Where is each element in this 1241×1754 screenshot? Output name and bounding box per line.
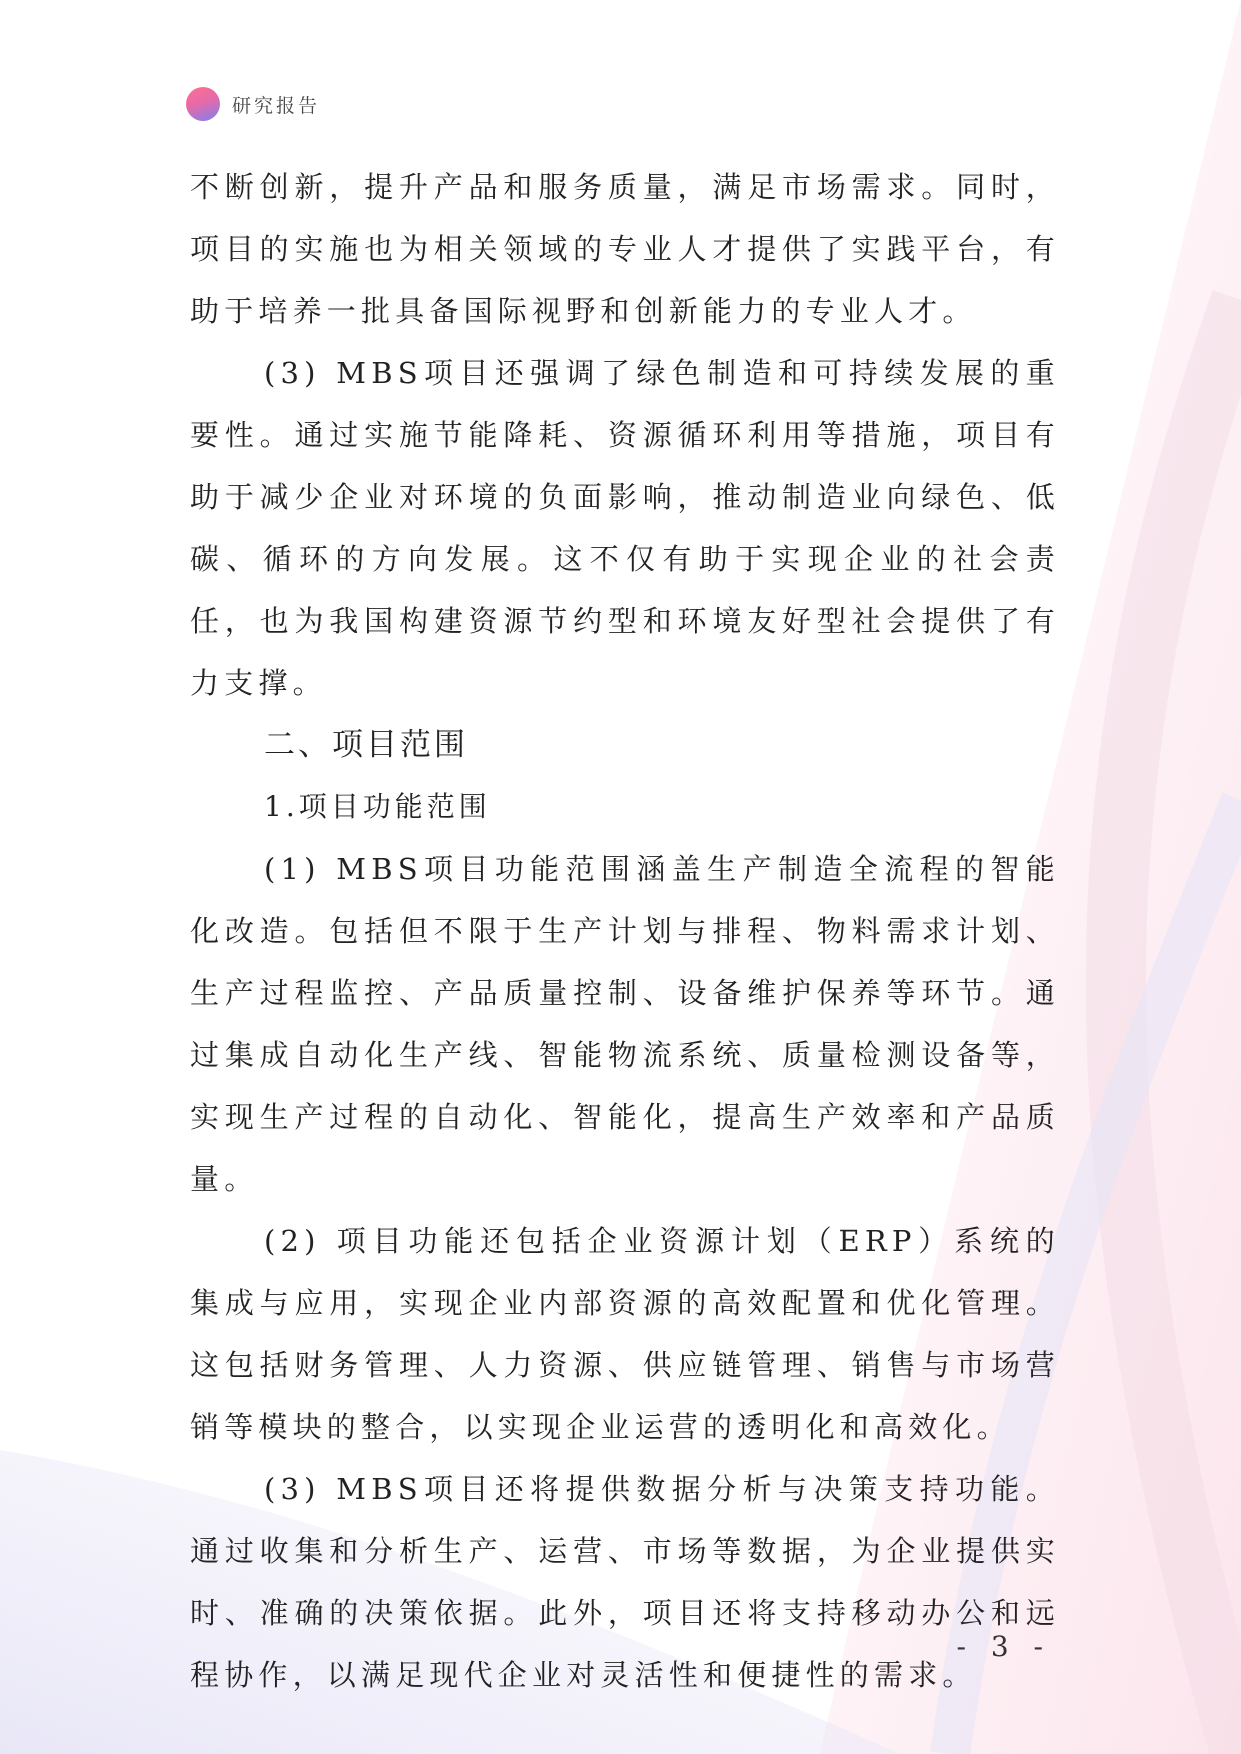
section-heading: 二、项目范围 (264, 727, 468, 763)
body-paragraph: (1) MBS项目功能范围涵盖生产制造全流程的智能化改造。包括但不限于生产计划与排程、物料需求计划、生产过程监控、产品质量控制、设备维护保养等环节。通过集成自动化生产线、智能物流系统、质量检测设备等，实现生产过程的自动化、智能化，提高生产效率和产品质量。 (190, 852, 1060, 1196)
document-body (190, 156, 1060, 1706)
header-title: 研究报告 (232, 94, 321, 117)
subsection-heading: 1.项目功能范围 (264, 790, 491, 823)
body-paragraph: 不断创新，提升产品和服务质量，满足市场需求。同时，项目的实施也为相关领域的专业人才提供了实践平台，有助于培养一批具备国际视野和创新能力的专业人才。 (190, 170, 1060, 328)
page-number: - 3 - (956, 1630, 1051, 1663)
body-paragraph: (3) MBS项目还强调了绿色制造和可持续发展的重要性。通过实施节能降耗、资源循环利用等措施，项目有助于减少企业对环境的负面影响，推动制造业向绿色、低碳、循环的方向发展。这不仅有助于实现企业的社会责任，也为我国构建资源节约型和环境友好型社会提供了有力支撑。 (190, 356, 1060, 700)
body-paragraph: (3) MBS项目还将提供数据分析与决策支持功能。通过收集和分析生产、运营、市场等数据，为企业提供实时、准确的决策依据。此外，项目还将支持移动办公和远程协作，以满足现代企业对灵活性和便捷性的需求。 (190, 1472, 1060, 1692)
report-header (186, 86, 320, 122)
logo-circle-icon (186, 87, 220, 121)
body-paragraph: (2) 项目功能还包括企业资源计划（ERP）系统的集成与应用，实现企业内部资源的高效配置和优化管理。这包括财务管理、人力资源、供应链管理、销售与市场营销等模块的整合，以实现企业运营的透明化和高效化。 (190, 1224, 1060, 1444)
